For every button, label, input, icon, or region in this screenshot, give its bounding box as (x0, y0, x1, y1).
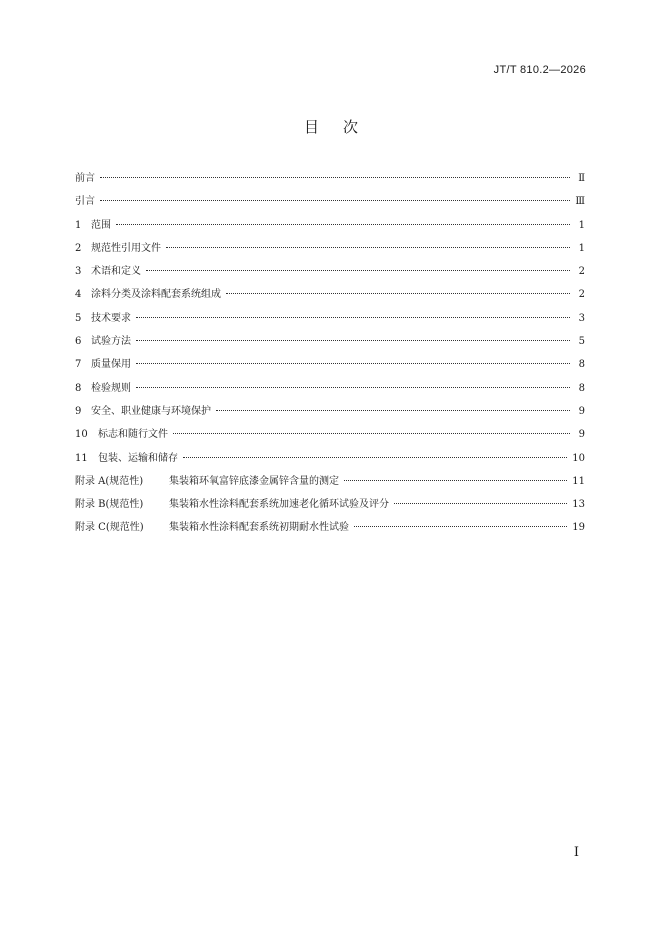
page-title: 目次 (303, 118, 382, 136)
toc-entry-label: 技术要求 (91, 312, 131, 324)
toc-entry-number: 附录 A(规范性) (75, 475, 144, 487)
toc-entry-label: 术语和定义 (91, 266, 141, 278)
toc-entry-number: 7 (75, 359, 82, 371)
toc-entry-number: 2 (75, 242, 82, 254)
toc-entry-page: 8 (578, 359, 585, 371)
toc-entry-page: 3 (578, 312, 585, 324)
dot-leader (136, 363, 570, 364)
toc-entry-number: 附录 C(规范性) (75, 522, 144, 534)
toc-entry[interactable] (75, 498, 585, 521)
toc-entry-page: 9 (578, 429, 585, 441)
toc-entry-page: 13 (572, 499, 585, 511)
toc-entry-page: 1 (578, 219, 585, 231)
toc-entry-number: 4 (75, 289, 82, 301)
toc-entry[interactable] (75, 242, 585, 265)
toc-entry-page: 2 (578, 289, 585, 301)
toc-entry-label: 涂料分类及涂料配套系统组成 (91, 289, 221, 301)
toc-entry-label: 集装箱水性涂料配套系统加速老化循环试验及评分 (169, 499, 389, 511)
dot-leader (100, 200, 570, 201)
toc-entry[interactable] (75, 335, 585, 358)
toc-entry-number: 附录 B(规范性) (75, 499, 144, 511)
toc-entry-number: 5 (75, 312, 82, 324)
toc-entry-page: 2 (578, 266, 585, 278)
toc-entry-number: 8 (75, 382, 82, 394)
toc-entry-label: 集装箱水性涂料配套系统初期耐水性试验 (169, 522, 349, 534)
toc-entry-label: 检验规则 (91, 382, 131, 394)
toc-entry-page: 9 (578, 405, 585, 417)
toc-entry-label: 引言 (75, 196, 95, 208)
toc-entry-number: 9 (75, 405, 82, 417)
toc-entry-page: Ⅱ (578, 173, 585, 184)
toc-entry[interactable] (75, 358, 585, 381)
dot-leader (146, 270, 570, 271)
toc-entry-page: 1 (578, 242, 585, 254)
toc-entry-label: 包装、运输和储存 (98, 452, 178, 464)
toc-entry-page: 19 (572, 522, 585, 534)
dot-leader (173, 433, 570, 434)
toc-entry-page: 8 (578, 382, 585, 394)
toc-entry[interactable] (75, 265, 585, 288)
dot-leader (116, 224, 570, 225)
toc-entry-number: 10 (75, 429, 88, 441)
toc-entry-page: 10 (572, 452, 585, 464)
table-of-contents (75, 172, 585, 545)
toc-entry[interactable] (75, 452, 585, 475)
toc-entry-label: 前言 (75, 173, 95, 184)
toc-entry-page: Ⅲ (575, 196, 585, 208)
toc-entry[interactable] (75, 521, 585, 544)
toc-entry-label: 质量保用 (91, 359, 131, 371)
dot-leader (166, 247, 570, 248)
toc-entry-page: 11 (572, 475, 585, 487)
dot-leader (100, 177, 570, 178)
dot-leader (226, 293, 570, 294)
toc-entry[interactable] (75, 288, 585, 311)
toc-entry-number: 3 (75, 266, 82, 278)
document-code: JT/T 810.2—2026 (493, 64, 586, 76)
toc-entry-number: 11 (75, 452, 88, 464)
toc-entry[interactable] (75, 405, 585, 428)
toc-entry-label: 范围 (91, 219, 111, 231)
dot-leader (216, 410, 570, 411)
toc-entry-label: 规范性引用文件 (91, 242, 161, 254)
toc-entry-label: 集装箱环氧富锌底漆金属锌含量的测定 (169, 475, 339, 487)
dot-leader (354, 526, 567, 527)
toc-entry[interactable] (75, 219, 585, 242)
dot-leader (136, 317, 570, 318)
page-number: I (573, 845, 579, 860)
toc-entry[interactable] (75, 312, 585, 335)
dot-leader (394, 503, 567, 504)
toc-entry-label: 试验方法 (91, 336, 131, 348)
toc-entry-label: 安全、职业健康与环境保护 (91, 405, 211, 417)
dot-leader (136, 387, 570, 388)
toc-entry[interactable] (75, 428, 585, 451)
toc-entry-page: 5 (578, 336, 585, 348)
dot-leader (344, 480, 567, 481)
toc-entry[interactable] (75, 195, 585, 218)
dot-leader (136, 340, 570, 341)
toc-entry[interactable] (75, 382, 585, 405)
toc-entry[interactable] (75, 475, 585, 498)
toc-entry[interactable] (75, 172, 585, 195)
dot-leader (183, 457, 567, 458)
toc-entry-number: 6 (75, 336, 82, 348)
toc-entry-number: 1 (75, 219, 82, 231)
toc-entry-label: 标志和随行文件 (98, 429, 168, 441)
